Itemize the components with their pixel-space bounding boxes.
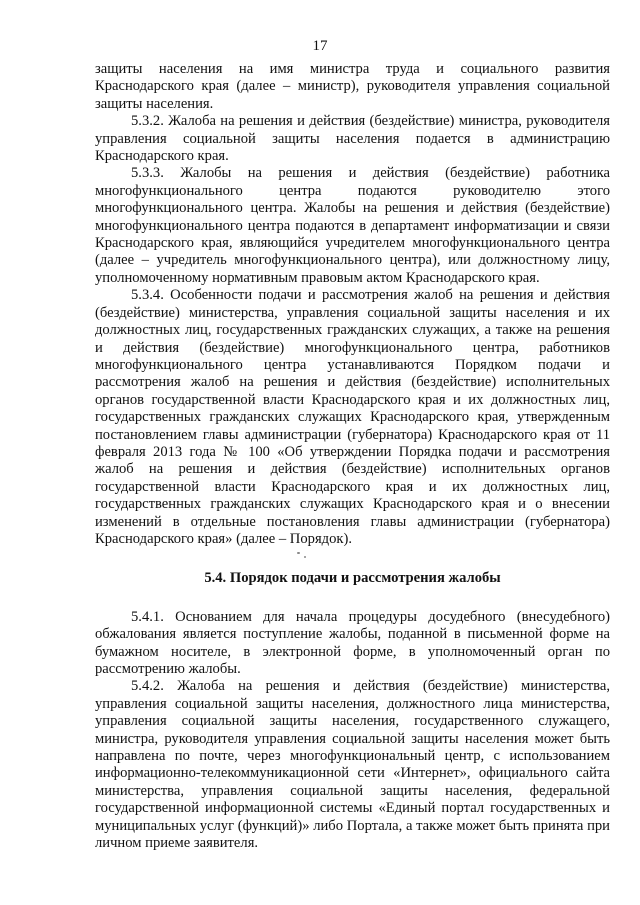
section-heading: 5.4. Порядок подачи и рассмотрения жалобы: [204, 570, 501, 587]
paragraph: защиты населения на имя министра труда и социального развития Краснодарского края (далее – министр), руководителя управления социальной защиты населения.: [95, 61, 610, 112]
paragraph: 5.3.2. Жалоба на решения и действия (бездействие) министра, руководителя управления социальной защиты населения подается в администрацию Краснодарского края.: [95, 113, 610, 165]
paragraphs-before: [95, 61, 610, 548]
paragraph: 5.3.4. Особенности подачи и рассмотрения жалоб на решения и действия (бездействие) министерства, управления социальной защиты населения и их должностных лиц, государственных гражданских служащих, а также на решения и действия (бездействие) многофункционального центра, работников многофункционального центра устанавливаются Порядком подачи и рассмотрения жалоб на решения и действия (бездействие) исполнительных органов государственной власти Краснодарского края и их должностных лиц, государственных гражданских служащих Краснодарского края, утвержденным постановлением главы администрации (губернатора) Краснодарского края от 11 февраля 2013 года № 100 «Об утверждении Порядка подачи и рассмотрения жалоб на решения и действия (бездействие) исполнительных органов государственной власти Краснодарского края и их должностных лиц, государственных гражданских служащих Краснодарского края и о внесении изменений в отдельные постановления главы администрации (губернатора) Краснодарского края» (далее – Порядок).: [95, 287, 610, 547]
paragraph: 5.4.1. Основанием для начала процедуры досудебного (внесудебного) обжалования является поступление жалобы, поданной в письменной форме на бумажном носителе, в электронной форме, в уполномоченный орган по рассмотрению жалобы.: [95, 608, 610, 677]
paragraph: 5.4.2. Жалоба на решения и действия (бездействие) министерства, управления социальной защиты населения, должностного лица министерства, управления социальной защиты населения, государственного служащего, министра, руководителя управления социальной защиты населения может быть направлена по почте, через многофункциональный центр, с использованием информационно-телекоммуникационной сети «Интернет», официального сайта министерства, управления социальной защиты населения, федеральной государственной информационной системы «Единый портал государственных и муниципальных услуг (функций)» либо Портала, а также может быть принята при личном приеме заявителя.: [95, 678, 610, 852]
scan-speck: [297, 552, 300, 554]
scan-speck: [304, 556, 306, 558]
page-number: 17: [312, 38, 328, 54]
paragraph: 5.3.3. Жалобы на решения и действия (бездействие) работника многофункционального центра подаются руководителю этого многофункционального центра. Жалобы на решения и действия (бездействие) многофункционального центра подаются в департамент информатизации и связи Краснодарского края, являющийся учредителем многофункционального центра (далее – учредитель многофункционального центра), или должностному лицу, уполномоченному нормативным правовым актом Краснодарского края.: [95, 165, 610, 286]
document-body: [95, 61, 610, 852]
paragraphs-after: [95, 609, 610, 853]
